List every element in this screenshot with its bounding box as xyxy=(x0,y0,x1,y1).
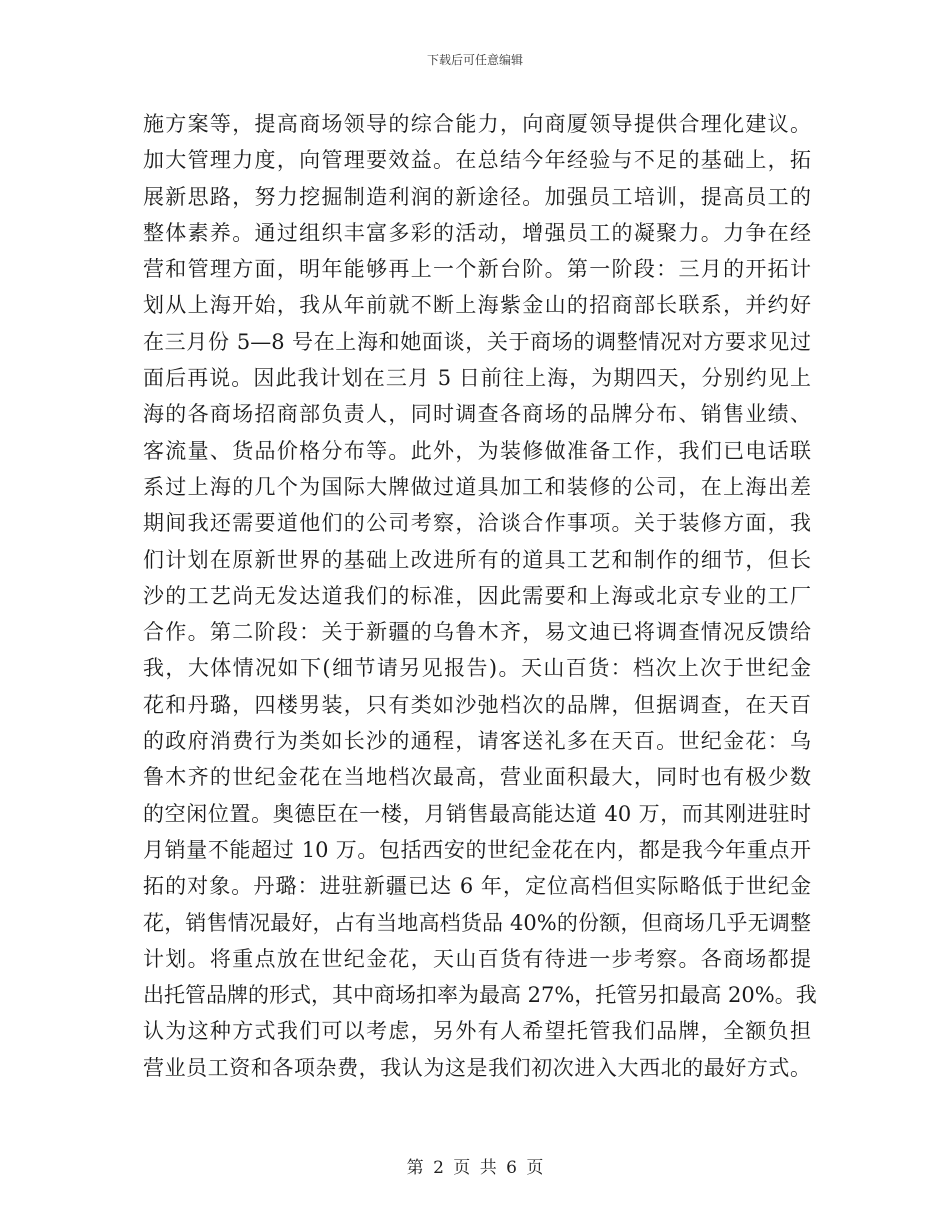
text-line: 在三月份 5—8 号在上海和她面谈，关于商场的调整情况对方要求见过 xyxy=(143,329,811,354)
text-line: 加大管理力度，向管理要效益。在总结今年经验与不足的基础上，拓 xyxy=(143,148,811,173)
text-line: 的政府消费行为类如长沙的通程，请客送礼多在天百。世纪金花：乌 xyxy=(143,729,811,754)
text-line: 营和管理方面，明年能够再上一个新台阶。第一阶段：三月的开拓计 xyxy=(143,257,811,282)
text-line: 出托管品牌的形式，其中商场扣率为最高 27%，托管另扣最高 20%。我 xyxy=(143,983,817,1008)
text-line: 客流量、货品价格分布等。此外，为装修做准备工作，我们已电话联 xyxy=(143,438,811,463)
text-line: 花，销售情况最好，占有当地高档货品 40%的份额，但商场几乎无调整 xyxy=(143,910,811,935)
text-line: 施方案等，提高商场领导的综合能力，向商厦领导提供合理化建议。 xyxy=(143,112,811,136)
text-line: 营业员工资和各项杂费，我认为这是我们初次进入大西北的最好方式。 xyxy=(143,1055,811,1080)
text-line: 认为这种方式我们可以考虑，另外有人希望托管我们品牌，全额负担 xyxy=(143,1019,811,1044)
text-line: 我，大体情况如下(细节请另见报告)。天山百货：档次上次于世纪金 xyxy=(143,656,811,681)
text-line: 合作。第二阶段：关于新疆的乌鲁木齐，易文迪已将调查情况反馈给 xyxy=(143,620,811,645)
text-line: 的空闲位置。奥德臣在一楼，月销售最高能达道 40 万，而其刚进驻时 xyxy=(143,801,811,826)
page-number-footer: 第 2 页 共 6 页 xyxy=(406,1158,544,1178)
text-line: 展新思路，努力挖掘制造利润的新途径。加强员工培训，提高员工的 xyxy=(143,184,811,209)
text-line: 面后再说。因此我计划在三月 5 日前往上海，为期四天，分别约见上 xyxy=(143,366,811,391)
text-line: 海的各商场招商部负责人，同时调查各商场的品牌分布、销售业绩、 xyxy=(143,402,811,427)
text-line: 拓的对象。丹璐：进驻新疆已达 6 年，定位高档但实际略低于世纪金 xyxy=(143,874,811,899)
text-line: 鲁木齐的世纪金花在当地档次最高，营业面积最大，同时也有极少数 xyxy=(143,765,811,790)
text-line: 月销量不能超过 10 万。包括西安的世纪金花在内，都是我今年重点开 xyxy=(143,837,811,862)
text-line: 们计划在原新世界的基础上改进所有的道具工艺和制作的细节，但长 xyxy=(143,547,811,572)
text-line: 沙的工艺尚无发达道我们的标准，因此需要和上海或北京专业的工厂 xyxy=(143,583,811,608)
text-line: 整体素养。通过组织丰富多彩的活动，增强员工的凝聚力。力争在经 xyxy=(143,220,811,245)
page-header-note: 下载后可任意编辑 xyxy=(426,53,523,67)
text-line: 期间我还需要道他们的公司考察，洽谈合作事项。关于装修方面，我 xyxy=(143,511,811,536)
text-line: 系过上海的几个为国际大牌做过道具加工和装修的公司，在上海出差 xyxy=(143,474,811,499)
text-line: 划从上海开始，我从年前就不断上海紫金山的招商部长联系，并约好 xyxy=(143,293,811,318)
text-line: 计划。将重点放在世纪金花，天山百货有待进一步考察。各商场都提 xyxy=(143,946,811,971)
text-line: 花和丹璐，四楼男装，只有类如沙弛档次的品牌，但据调查，在天百 xyxy=(143,692,811,717)
body-text xyxy=(143,106,817,1086)
